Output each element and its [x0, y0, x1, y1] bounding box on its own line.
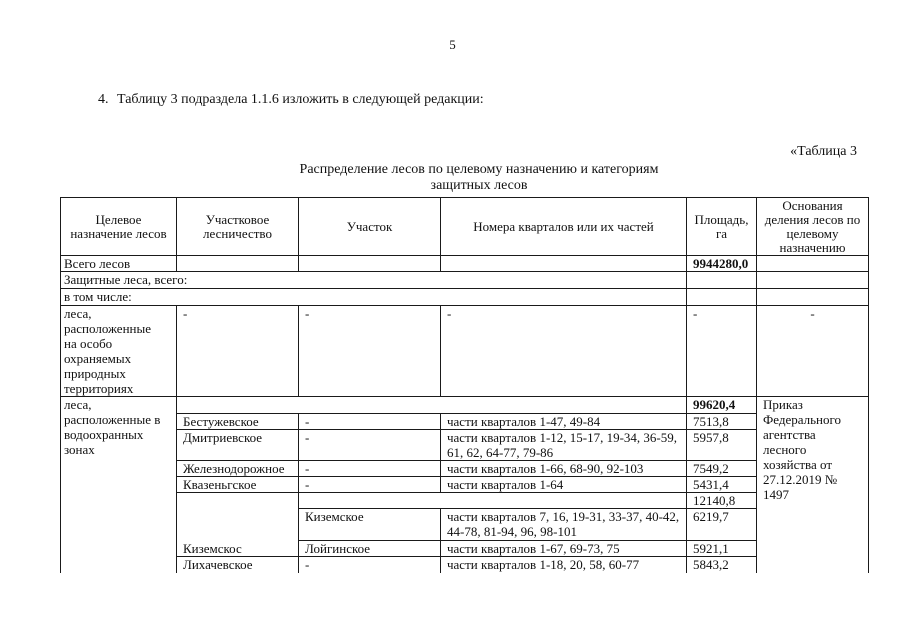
- area-value: 12140,8: [687, 493, 757, 509]
- instruction-text: Таблицу 3 подраздела 1.1.6 изложить в следующей редакции:: [117, 92, 484, 107]
- area-value: 5957,8: [687, 430, 757, 461]
- protected-areas-site: -: [299, 306, 441, 397]
- quarters: части кварталов 1-64: [441, 477, 687, 493]
- header-row: [61, 198, 869, 256]
- protected-areas-area: -: [687, 306, 757, 397]
- including-label: в том числе:: [61, 289, 687, 306]
- quarters: части кварталов 7, 16, 19-31, 33-37, 40-42, 44-78, 81-94, 96, 98-101: [441, 509, 687, 541]
- site-name: -: [299, 461, 441, 477]
- table-row: [61, 414, 869, 430]
- table-row-total: [61, 256, 869, 272]
- quarters: части кварталов 1-18, 20, 58, 60-77: [441, 557, 687, 573]
- header-forestry: Участковое лесничество: [177, 198, 299, 256]
- total-label: Всего лесов: [61, 256, 177, 272]
- empty-cell: [687, 289, 757, 306]
- site-name: -: [299, 477, 441, 493]
- area-value: 7513,8: [687, 414, 757, 430]
- empty-cell: [757, 289, 869, 306]
- site-name: -: [299, 414, 441, 430]
- page-number: 5: [449, 37, 456, 52]
- site-name: Лойгинское: [299, 541, 441, 557]
- quarters: части кварталов 1-47, 49-84: [441, 414, 687, 430]
- forestry-name: Бестужевское: [177, 414, 299, 430]
- table-row: [61, 430, 869, 461]
- header-basis: Основания деления лесов по целевому назначению: [757, 198, 869, 256]
- table-row-protective-total: [61, 272, 869, 289]
- area-value: 5921,1: [687, 541, 757, 557]
- table-title-line2: защитных лесов: [430, 178, 528, 193]
- site-name: Киземское: [299, 509, 441, 541]
- quarters: части кварталов 1-66, 68-90, 92-103: [441, 461, 687, 477]
- table-row-protected-areas: [61, 306, 869, 397]
- forestry-name: Квазеньгское: [177, 477, 299, 493]
- empty-cell: [177, 256, 299, 272]
- area-value: 5431,4: [687, 477, 757, 493]
- protective-total-label: Защитные леса, всего:: [61, 272, 687, 289]
- water-zones-label: леса, расположенные в водоохранных зонах: [61, 397, 177, 573]
- table-row: [61, 461, 869, 477]
- header-quarters: Номера кварталов или их частей: [441, 198, 687, 256]
- item-number: 4.: [98, 92, 109, 107]
- water-zones-area: 99620,4: [687, 397, 757, 414]
- site-name: -: [299, 430, 441, 461]
- forest-distribution-table: [60, 197, 869, 573]
- header-site: Участок: [299, 198, 441, 256]
- table-body: [61, 198, 869, 573]
- forestry-name: Лихачевское: [177, 557, 299, 573]
- protected-areas-forestry: -: [177, 306, 299, 397]
- table-row-water-zones-total: [61, 397, 869, 414]
- empty-cell: [687, 272, 757, 289]
- protected-areas-basis: -: [757, 306, 869, 397]
- forestry-name: Дмитриевское: [177, 430, 299, 461]
- empty-cell: [757, 256, 869, 272]
- total-area: 9944280,0: [687, 256, 757, 272]
- protected-areas-quarters: -: [441, 306, 687, 397]
- header-area: Площадь, га: [687, 198, 757, 256]
- table-row-kizema-total: [61, 493, 869, 509]
- empty-cell: [299, 493, 687, 509]
- forestry-name: Железнодорожное: [177, 461, 299, 477]
- area-value: 6219,7: [687, 509, 757, 541]
- quarters: части кварталов 1-12, 15-17, 19-34, 36-59, 61, 62, 64-77, 79-86: [441, 430, 687, 461]
- area-value: 7549,2: [687, 461, 757, 477]
- empty-cell: [757, 272, 869, 289]
- table-title-line1: Распределение лесов по целевому назначению и категориям: [299, 162, 659, 177]
- table-row: [61, 557, 869, 573]
- quarters: части кварталов 1-67, 69-73, 75: [441, 541, 687, 557]
- table-row-including: [61, 289, 869, 306]
- area-value: 5843,2: [687, 557, 757, 573]
- site-name: -: [299, 557, 441, 573]
- empty-cell: [299, 256, 441, 272]
- empty-cell: [441, 256, 687, 272]
- protected-areas-label: леса, расположенные на особо охраняемых природных территориях: [61, 306, 177, 397]
- table-label: «Таблица 3: [790, 144, 857, 159]
- header-purpose: Целевое назначение лесов: [61, 198, 177, 256]
- table-row: [61, 477, 869, 493]
- forestry-name: Киземскос: [177, 493, 299, 557]
- empty-cell: [177, 397, 687, 414]
- water-zones-basis: Приказ Федерального агентства лесного хозяйства от 27.12.2019 № 1497: [757, 397, 869, 573]
